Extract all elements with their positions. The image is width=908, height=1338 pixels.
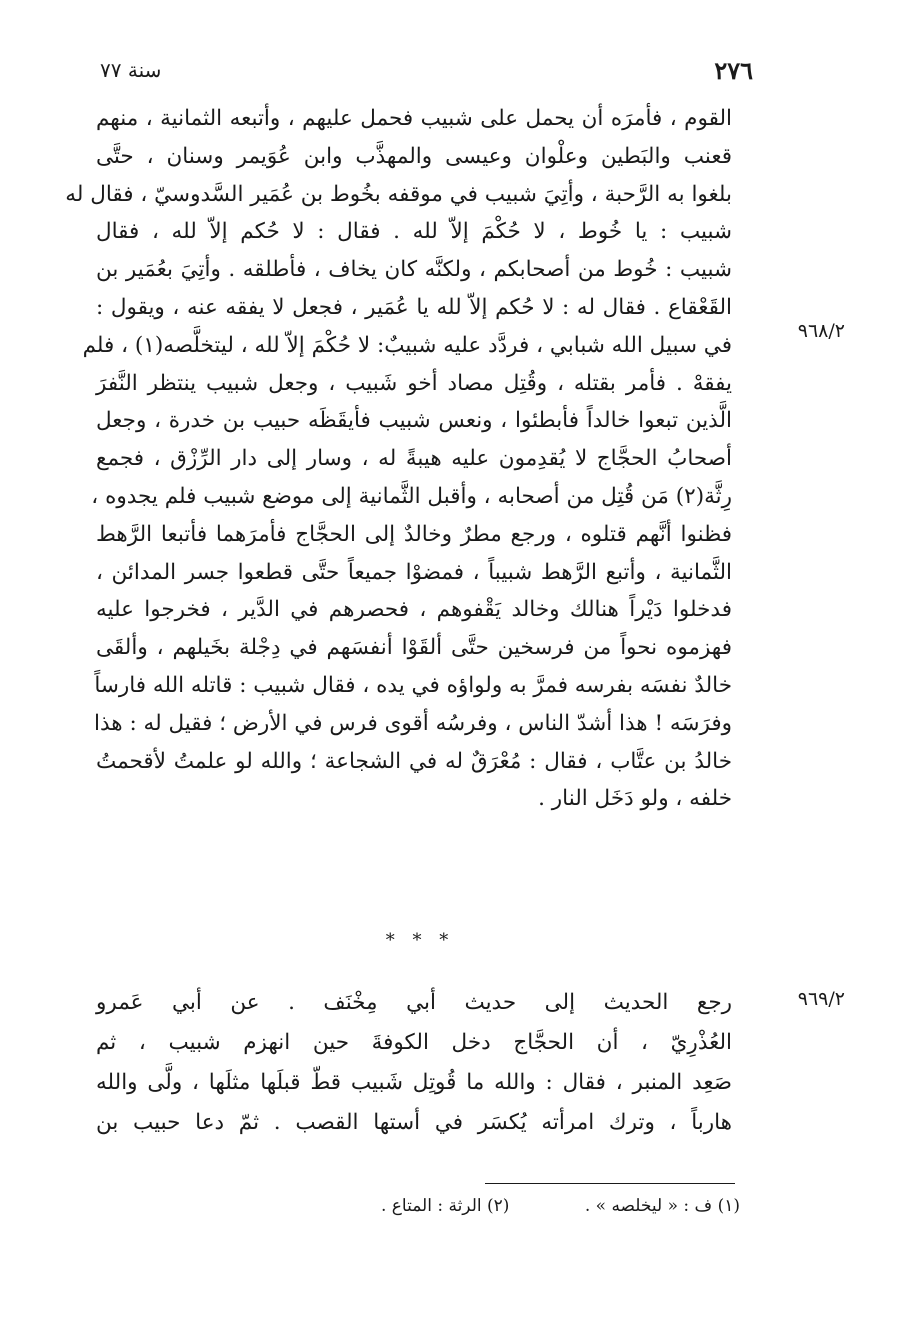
text-line: الَّذين تبعوا خالداً فأبطئوا ، ونعس شبيب فأيقَظَه حبيب بن خدرة ، وجعل — [96, 408, 732, 434]
text-line: خلفه ، ولو دَخَل النار . — [538, 786, 732, 812]
text-line: القوم ، فأمرَه أن يحمل على شبيب فحمل عليهم ، وأتبعه الثمانية ، منهم — [96, 106, 732, 131]
text-line: في سبيل الله شبابي ، فردَّد عليه شبيبٌ: لا حُكْمَ إلاّ لله ، ليتخلَّصه(١) ، فلم — [82, 332, 732, 358]
text-line: يفقهْ . فأمر بقتله ، وقُتِل مصاد أخو شَبيب ، وجعل شبيب ينتظر النَّفرَ — [96, 370, 732, 396]
text-line: رِثَّة(٢) مَن قُتِل من أصحابه ، وأقبل الثَّمانية إلى موضع شبيب فلم يجدوه ، — [91, 483, 732, 509]
footnote-divider — [485, 1183, 735, 1184]
page-number: ٢٧٦ — [714, 56, 753, 85]
text-line: فهزموه نحواً من فرسخين حتَّى ألقَوْا أنفسَهم في دِجْلة بخَيلهم ، وألقَى — [96, 635, 732, 661]
text-line: خالدٌ نفسَه بفرسه فمرَّ به ولواؤه في يده ، فقال شبيب : قاتله الله فارساً — [94, 672, 732, 698]
footnote-2: (٢) الرثة : المتاع . — [380, 1196, 510, 1216]
text-line: فظنوا أنَّهم قتلوه ، ورجع مطرٌ وخالدٌ إلى الحجَّاج فأمرَهما فأتبعا الرَّهط — [96, 521, 732, 547]
text-line: الثَّمانية ، وأتبع الرَّهط شبيباً ، فمضوْا جميعاً حتَّى قطعوا جسر المدائن ، — [96, 559, 732, 585]
paragraph-second — [96, 983, 732, 1143]
section-separator: * * * — [385, 930, 455, 951]
text-line: أصحابُ الحجَّاج لا يُقدِمون عليه هيبةً له ، وسار إلى دار الرِّزْق ، فجمع — [96, 446, 732, 472]
text-line: العُذْرِيّ ، أن الحجَّاج دخل الكوفةَ حين انهزم شبيب ، ثم — [96, 1030, 732, 1055]
text-line: شبيب : يا خُوط ، لا حُكْمَ إلاّ لله . فقال : لا حُكم إلاّ لله ، فقال — [96, 219, 732, 245]
margin-reference: ٩٦٩/٢ — [797, 988, 845, 1010]
running-header-year: سنة ٧٧ — [100, 58, 162, 82]
text-line: فدخلوا دَيْراً هنالك وخالد يَقْفوهم ، فحصرهم في الدَّير ، فخرجوا عليه — [96, 597, 732, 623]
footnotes — [250, 1196, 740, 1216]
text-line: شبيب : خُوط من أصحابكم ، ولكنَّه كان يخاف ، فأطلقه . وأتِيَ بعُمَير بن — [96, 257, 732, 283]
text-line: هارباً ، وترك امرأته يُكسَر في أستها القصب . ثمّ دعا حبيب بن — [96, 1110, 732, 1135]
paragraph-main — [65, 100, 732, 818]
text-line: خالدُ بن عتَّاب ، فقال : مُعْرَقٌ له في الشجاعة ؛ والله لو علمتُ لأقحمتُ — [96, 748, 732, 774]
text-line: قعنب والبَطين وعلْوان وعيسى والمهذَّب وابن عُوَيمر وسنان ، حتَّى — [96, 143, 732, 169]
footnote-1: (١) ف : « ليخلصه » . — [584, 1196, 740, 1216]
text-line: وفرَسَه ! هذا أشدّ الناس ، وفرسُه أقوى فرس في الأرض ؛ فقيل له : هذا — [94, 710, 732, 736]
text-line: صَعِد المنبر ، فقال : والله ما قُوتِل شَبيب قطّ قبلَها مثلَها ، ولَّى والله — [96, 1070, 732, 1095]
text-line: القَعْقاع . فقال له : لا حُكم إلاّ لله يا عُمَير ، فجعل لا يفقه عنه ، ويقول : — [96, 294, 732, 320]
text-line: بلغوا به الرَّحبة ، وأتِيَ شبيب في موقفه بخُوط بن عُمَير السَّدوسيّ ، فقال له — [65, 181, 732, 207]
margin-reference: ٩٦٨/٢ — [797, 320, 845, 342]
text-line: رجع الحديث إلى حديث أبي مِخْنَف . عن أبي عَمرو — [96, 990, 732, 1015]
